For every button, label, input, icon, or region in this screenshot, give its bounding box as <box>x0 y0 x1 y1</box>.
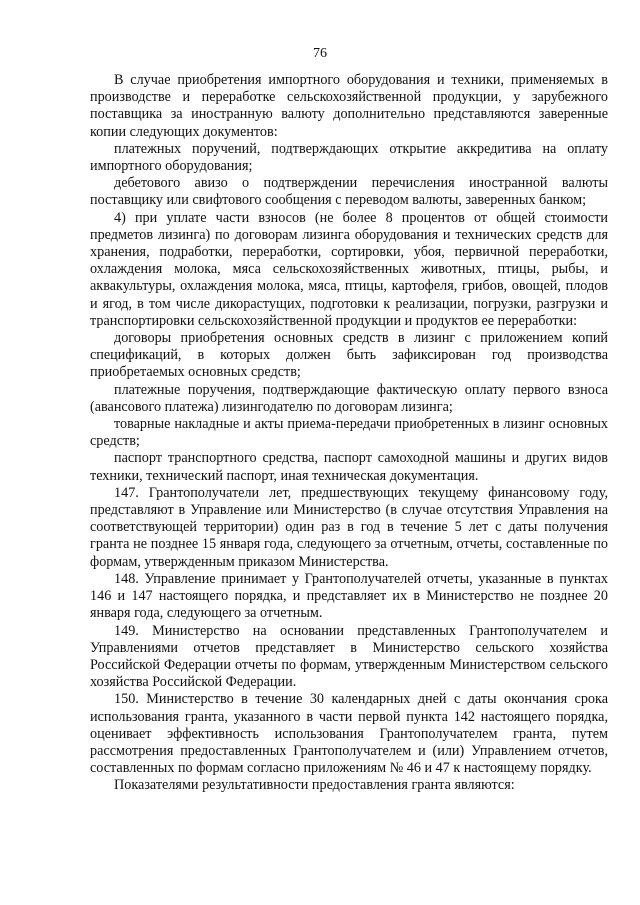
paragraph-148: 148. Управление принимает у Грантополучателей отчеты, указанные в пунктах 146 и 147 настоящего порядка, и представляет их в Министерство не позднее 20 января года, следующего за отчетным. <box>90 570 608 622</box>
paragraph-149: 149. Министерство на основании представленных Грантополучателем и Управлениями отчетов представляет в Министерство сельского хозяйства Российской Федерации отчеты по формам, утвержденным Министерством сельского хозяйства Российской Федерации. <box>90 622 608 691</box>
paragraph-import-equipment: В случае приобретения импортного оборудования и техники, применяемых в производстве и переработке сельскохозяйственной продукции, у зарубежного поставщика за иностранную валюту дополнительно представляются заверенные копии следующих документов: <box>90 72 608 140</box>
paragraph-first-payment: платежные поручения, подтверждающие фактическую оплату первого взноса (авансового платежа) лизингодателю по договорам лизинга; <box>90 381 608 415</box>
paragraph-147: 147. Грантополучатели лет, предшествующих текущему финансовому году, представляют в Управление или Министерство (в случае отсутствия Управления на соответствующей территории) один раз в год в течение 5 лет с даты получения гранта не позднее 15 января года, следующего за отчетным, отчеты, составленные по формам, утвержденным приказом Министерства. <box>90 484 608 570</box>
paragraph-vehicle-passport: паспорт транспортного средства, паспорт самоходной машины и других видов техники, технический паспорт, иная техническая документация. <box>90 450 608 484</box>
paragraph-indicators: Показателями результативности предоставления гранта являются: <box>114 777 515 794</box>
paragraph-item-4-leasing: 4) при уплате части взносов (не более 8 процентов от общей стоимости предметов лизинга) по договорам лизинга оборудования и технических средств для хранения, подработки, переработки, сортировки, убоя, первичной переработки, охлаждения молока, мяса сельскохозяйственных животных, птицы, рыбы, и аквакультуры, охлаждения молока, мяса, птицы, картофеля, грибов, овощей, плодов и ягод, в том числе дикорастущих, подготовки к реализации, погрузки, разгрузки и транспортировки сельскохозяйственной продукции и продуктов ее переработки: <box>90 209 608 329</box>
paragraph-invoices: товарные накладные и акты приема-передачи приобретенных в лизинг основных средств; <box>90 416 608 450</box>
paragraph-150: 150. Министерство в течение 30 календарных дней с даты окончания срока использования гранта, указанного в части первой пункта 142 настоящего порядка, оценивает эффективность использования Грантополучателем гранта, путем рассмотрения предоставленных Грантополучателем и (или) Управлением отчетов, составленных по формам согласно приложениям № 46 и 47 к настоящему порядку. <box>90 691 608 777</box>
paragraph-leasing-contracts: договоры приобретения основных средств в лизинг с приложением копий спецификаций, в которых должен быть зафиксирован год производства приобретаемых основных средств; <box>90 330 608 381</box>
document-body <box>90 72 608 795</box>
paragraph-payment-orders: платежных поручений, подтверждающих открытие аккредитива на оплату импортного оборудования; <box>90 140 608 175</box>
page-number: 76 <box>313 46 327 61</box>
paragraph-debit-advice: дебетового авизо о подтверждении перечисления иностранной валюты поставщику или свифтового сообщения с переводом валюты, заверенных банком; <box>90 175 608 209</box>
